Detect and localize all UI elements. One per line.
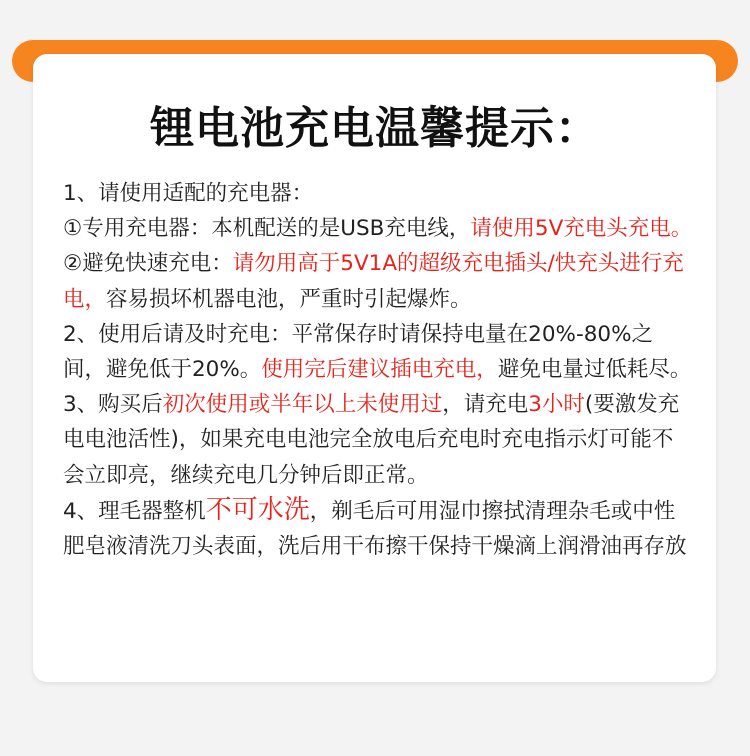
item-3-first-use: 初次使用或半年以上未使用过 xyxy=(162,392,443,418)
item-charger-text: ①专用充电器：本机配送的是USB充电线， xyxy=(63,216,471,242)
page-title: 锂电池充电温馨提示： xyxy=(150,103,600,154)
item-3-note: (要激发充电电池活性)，如果充电电池完全放电后充电时充电指示灯可能不会立即亮，继续充电几分钟后即正常。 xyxy=(63,392,680,488)
item-fast-charge-warning: 请勿用高于5V1A的超级充电插头/快充头进行充电， xyxy=(63,251,684,312)
item-2-lead: 2、使用后请及时充电：平常保存时请保持电量在20%-80%之间，避免低于20%。 xyxy=(63,321,654,383)
item-fast-charge-note: 容易损坏机器电池，严重时引起爆炸。 xyxy=(106,286,472,312)
item-3-lead: 3、购买后 xyxy=(63,392,163,418)
item-1 xyxy=(63,176,693,211)
item-3 xyxy=(63,387,693,493)
item-charger-warning: 请使用5V充电头充电。 xyxy=(470,216,693,242)
item-1-text: 1、请使用适配的充电器： xyxy=(63,181,314,206)
item-2-warning: 使用完后建议插电充电， xyxy=(261,357,498,383)
item-2 xyxy=(63,317,693,387)
item-fast-charge xyxy=(63,246,693,316)
item-4-lead: 4、理毛器整机 xyxy=(63,498,206,524)
item-3-charge: ，请充电 xyxy=(442,392,529,418)
item-charger xyxy=(63,211,693,246)
item-4-no-wash: 不可水洗 xyxy=(205,494,310,525)
item-3-hours: 3小时 xyxy=(528,392,585,418)
item-4-note: ，剃毛后可用湿巾擦拭清理杂毛或中性肥皂液清洗刀头表面，洗后用干布擦干保持干燥滴上润滑油再存放 xyxy=(63,498,687,560)
item-2-note: 避免电量过低耗尽。 xyxy=(497,357,692,383)
notice-content xyxy=(63,176,693,564)
item-fast-charge-lead: ②避免快速充电： xyxy=(63,251,233,277)
item-4 xyxy=(63,493,693,564)
